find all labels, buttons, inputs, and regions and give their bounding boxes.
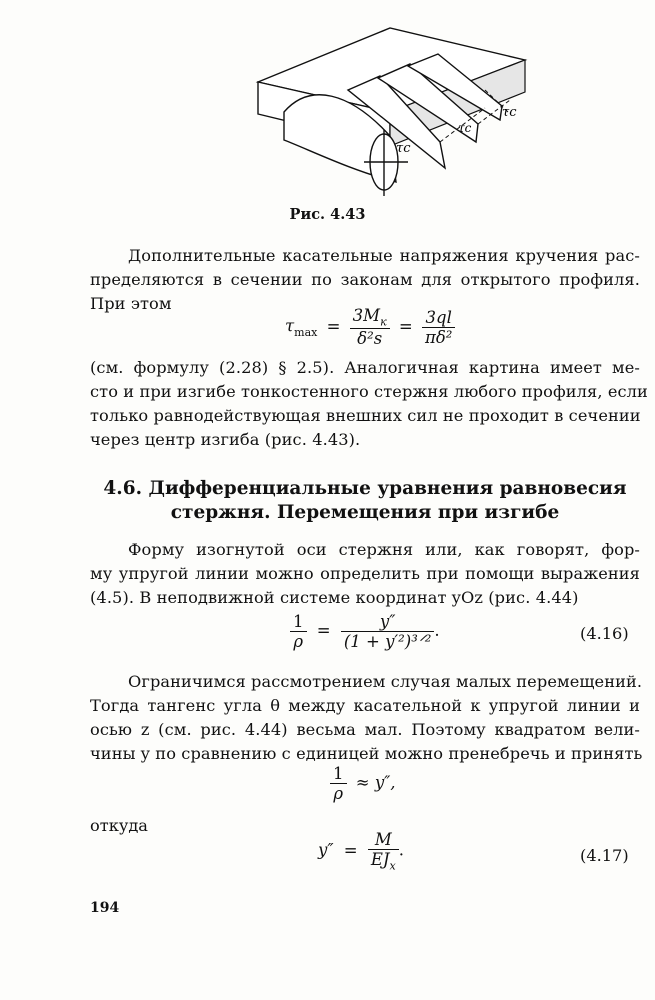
f2-numerator: 3ql xyxy=(425,307,452,327)
equation-approx xyxy=(330,764,396,803)
para4-line3: осью z (см. рис. 4.44) весьма мал. Поэтому квадратом вели- xyxy=(90,720,640,739)
label-top: τc xyxy=(502,105,517,120)
figure-4-43 xyxy=(240,20,540,205)
eq416-den1: ρ xyxy=(290,631,307,651)
fraction-2 xyxy=(422,308,455,347)
word-otkuda: откуда xyxy=(90,816,148,835)
paragraph-3 xyxy=(90,538,640,610)
eq416-rhs-fraction xyxy=(341,612,435,651)
equals-sign-2: = xyxy=(398,316,413,336)
tau-subscript: max xyxy=(294,325,318,339)
para4-line2: Тогда тангенс угла θ между касательной к упругой линии и xyxy=(90,696,640,715)
approx-rest: ≈ y″, xyxy=(355,773,396,792)
eq417-num: M xyxy=(374,830,392,849)
para1-line2: пределяются в сечении по законам для открытого профиля. xyxy=(90,270,640,289)
para3-line1: Форму изогнутой оси стержня или, как говорят, фор- xyxy=(128,540,640,559)
paragraph-2 xyxy=(90,356,648,452)
eq416-den2: (1 + y′²)³ᐟ² xyxy=(341,631,435,651)
page-number: 194 xyxy=(90,900,120,916)
fraction-1 xyxy=(350,306,390,348)
tau-symbol: τ xyxy=(285,316,295,336)
eq416-num1: 1 xyxy=(293,612,304,631)
f1-numerator-sub: к xyxy=(380,315,387,329)
para2-line4: через центр изгиба (рис. 4.43). xyxy=(90,430,361,449)
heading-line2: стержня. Перемещения при изгибе xyxy=(170,502,560,523)
para1-line1: Дополнительные касательные напряжения кручения рас- xyxy=(128,246,640,265)
para3-line3: (4.5). В неподвижной системе координат yOz (рис. 4.44) xyxy=(90,588,579,607)
equation-tau-max xyxy=(285,306,455,348)
f1-numerator: 3M xyxy=(352,306,381,325)
para4-line4: чины y по сравнению с единицей можно пренебречь и принять xyxy=(90,744,643,763)
para4-line1: Ограничимся рассмотрением случая малых перемещений. xyxy=(128,672,643,691)
para3-line2: му упругой линии можно определить при помощи выражения xyxy=(90,564,640,583)
section-heading xyxy=(90,477,640,525)
label-left: τc xyxy=(396,141,411,156)
paragraph-4 xyxy=(90,670,643,766)
equation-number-4-17: (4.17) xyxy=(580,846,629,865)
para2-line1: (см. формулу (2.28) § 2.5). Аналогичная картина имеет ме- xyxy=(90,358,640,377)
label-mid: τc xyxy=(458,121,472,135)
approx-den: ρ xyxy=(330,783,347,803)
one-over-rho xyxy=(290,612,307,651)
eq417-lhs: y″ xyxy=(318,840,334,860)
eq417-equals: = xyxy=(343,840,358,860)
equals-sign: = xyxy=(326,316,341,336)
f2-denominator: πδ² xyxy=(422,327,455,347)
para1-line3: При этом xyxy=(90,294,172,313)
eq417-period: . xyxy=(398,840,404,860)
eq416-period: . xyxy=(434,621,440,640)
eq417-fraction xyxy=(368,830,399,872)
f1-denominator: δ²s xyxy=(350,328,390,348)
equation-4-16 xyxy=(290,612,440,651)
heading-line1: 4.6. Дифференциальные уравнения равновесия xyxy=(103,478,627,499)
para2-line2: сто и при изгибе тонкостенного стержня любого профиля, если xyxy=(90,382,648,401)
eq417-den: EJ xyxy=(370,850,390,869)
approx-num: 1 xyxy=(333,764,344,783)
approx-fraction xyxy=(330,764,347,803)
eq417-den-sub: x xyxy=(389,859,396,873)
eq416-num2: y″ xyxy=(379,612,396,631)
para2-line3: только равнодействующая внешних сил не проходит в сечении xyxy=(90,406,641,425)
eq416-equals: = xyxy=(316,621,331,640)
equation-number-4-16: (4.16) xyxy=(580,624,629,643)
equation-4-17 xyxy=(318,830,404,872)
figure-caption: Рис. 4.43 xyxy=(289,206,366,223)
